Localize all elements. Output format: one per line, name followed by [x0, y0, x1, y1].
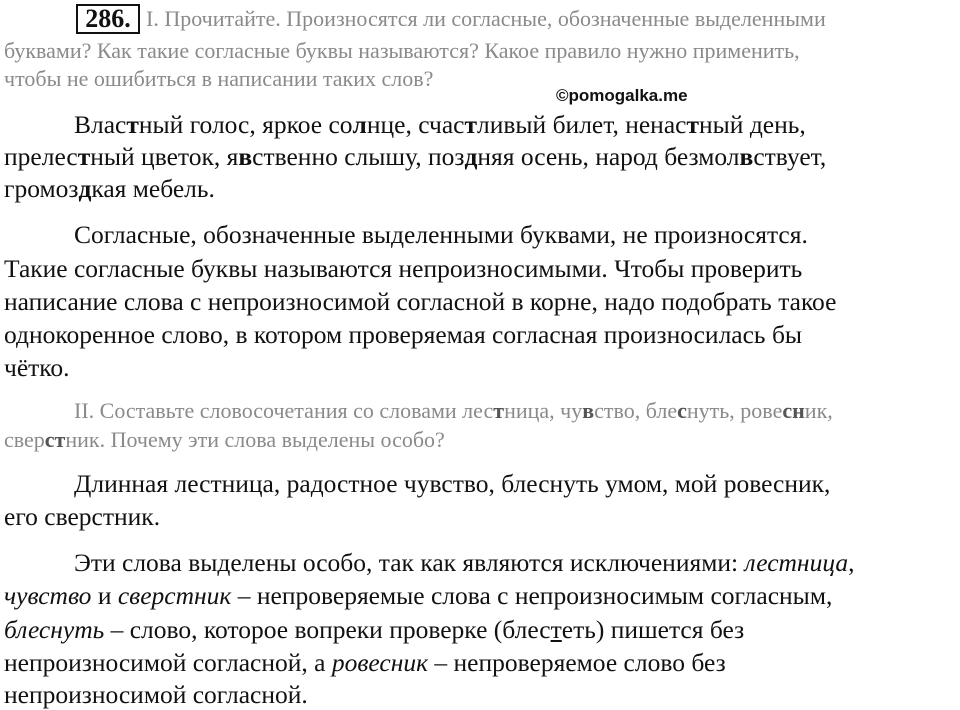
italic-word: лестница	[744, 548, 849, 577]
task1-text: I. Прочитайте. Произносятся ли согласные, обозначенные выделенными	[146, 6, 826, 31]
answer2-line-2: Такие согласные буквы называются непроизносимыми. Чтобы проверить	[4, 254, 803, 283]
text: – непроверяемые слова с непроизносимым согласным,	[231, 581, 833, 610]
task2-text: II. Составьте словосочетания со словами лес	[74, 398, 494, 423]
answer2-line-5: чётко.	[4, 353, 70, 382]
text: няя осень, народ безмол	[477, 142, 740, 171]
task1-line-3	[4, 66, 433, 92]
highlighted-letter: д	[464, 142, 478, 171]
italic-word: блеснуть	[4, 615, 105, 644]
answer2-line-1: Согласные, обозначенные выделенными буквами, не произносятся.	[74, 220, 808, 249]
answer1-line-1	[74, 110, 806, 140]
task1-line-1	[146, 6, 826, 32]
text: Эти слова выделены особо, так как являются исключениями:	[74, 548, 745, 577]
highlighted-letter: т	[493, 398, 505, 423]
highlighted-letter: д	[78, 174, 92, 203]
answer2-line-4: однокоренное слово, в котором проверяемая согласная произносилась бы	[4, 320, 803, 349]
task2-text: ник. Почему эти слова выделены особо?	[65, 427, 445, 452]
highlighted-letter: в	[238, 142, 253, 171]
highlighted-letter: л	[352, 110, 367, 139]
italic-word: чувство	[4, 581, 92, 610]
text: кая мебель.	[91, 174, 215, 203]
text: ,	[848, 548, 855, 577]
text: – слово, которое вопреки проверке (блес	[104, 615, 551, 644]
text: – непроверяемое слово без	[428, 648, 726, 677]
text: ственно слышу, поз	[252, 142, 465, 171]
italic-word: ровесник	[331, 648, 429, 677]
task2-text: ик,	[804, 398, 833, 423]
task2-line-1	[74, 398, 833, 424]
text: нце, счас	[366, 110, 465, 139]
text: еть) пишется без	[561, 615, 745, 644]
answer4-line-4	[4, 648, 726, 678]
task2-text: ство, бле	[594, 398, 678, 423]
highlighted-letter: т	[77, 142, 91, 171]
highlighted-letter: сн	[782, 398, 805, 423]
text: и	[91, 581, 118, 610]
text: Влас	[74, 110, 127, 139]
exercise-number: 286.	[76, 4, 140, 34]
highlighted-letter: ст	[44, 427, 66, 452]
answer1-line-2	[4, 142, 826, 172]
answer3-line-2: его сверстник.	[4, 502, 161, 531]
watermark: ©pomogalka.me	[556, 86, 688, 105]
highlighted-letter: с	[677, 398, 687, 423]
text: ный голос, яркое со	[138, 110, 353, 139]
text: ный цветок, я	[90, 142, 239, 171]
task1-text: буквами? Как такие согласные буквы называются? Какое правило нужно применить,	[4, 38, 800, 63]
answer4-line-2	[4, 581, 832, 611]
text: громоз	[4, 174, 79, 203]
text: ливый билет, ненас	[477, 110, 687, 139]
text: ный день,	[699, 110, 806, 139]
text: прелес	[4, 142, 78, 171]
highlighted-letter: т	[464, 110, 478, 139]
task1-text: чтобы не ошибиться в написании таких слов?	[4, 66, 434, 91]
highlighted-letter: в	[739, 142, 754, 171]
task2-text: ница, чу	[504, 398, 583, 423]
highlighted-letter: т	[126, 110, 139, 139]
highlighted-letter: т	[686, 110, 700, 139]
answer4-line-3	[4, 615, 744, 645]
answer4-line-1	[74, 548, 855, 578]
task2-line-2	[4, 427, 445, 453]
highlighted-letter: в	[582, 398, 595, 423]
task1-line-2	[4, 38, 800, 64]
answer1-line-3	[4, 174, 215, 204]
task2-text: свер	[4, 427, 45, 452]
text: ствует,	[753, 142, 827, 171]
italic-word: сверстник	[117, 581, 232, 610]
text: непроизносимой согласной, а	[4, 648, 332, 677]
underlined-letter: т	[550, 615, 562, 644]
answer4-line-5: непроизносимой согласной.	[4, 680, 308, 709]
answer3-line-1: Длинная лестница, радостное чувство, блеснуть умом, мой ровесник,	[74, 469, 831, 498]
answer2-line-3: написание слова с непроизносимой согласной в корне, надо подобрать такое	[4, 287, 837, 316]
task2-text: нуть, рове	[686, 398, 783, 423]
